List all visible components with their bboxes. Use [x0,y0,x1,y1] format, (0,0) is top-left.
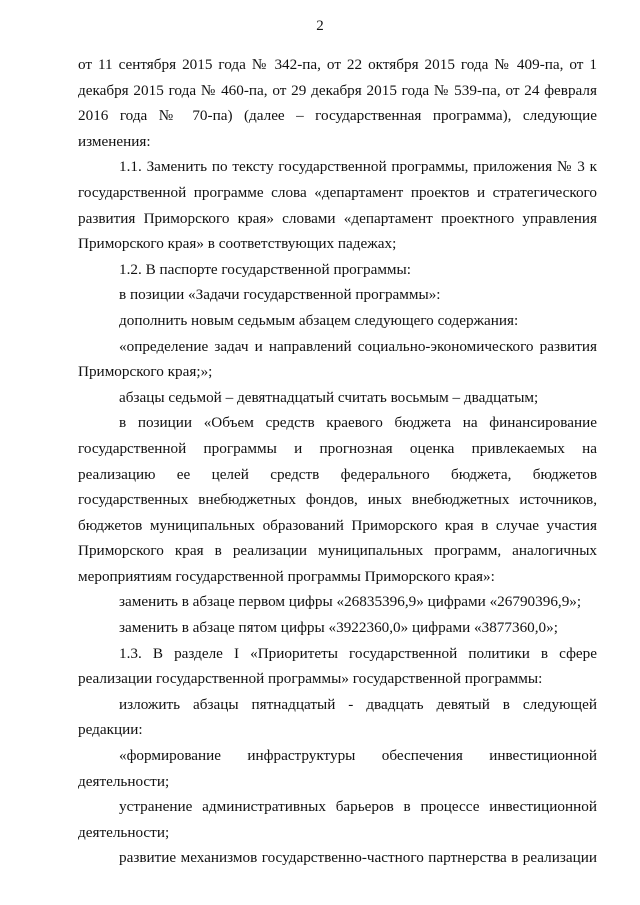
paragraph-1: от 11 сентября 2015 года № 342-па, от 22 октября 2015 года № 409-па, от 1 декабря 2015 года № 460-па, от 29 декабря 2015 года № 539-па, от 24 февраля 2016 года № 70-па) (далее – государственная программа), следующие изменения: [78,56,597,150]
document-body [78,52,597,871]
paragraph-14: устранение административных барьеров в процессе инвестиционной деятельности; [78,798,597,841]
paragraph-5: дополнить новым седьмым абзацем следующего содержания: [119,311,519,329]
paragraph-15: развитие механизмов государственно-частного партнерства в реализации [119,849,597,867]
paragraph-13: «формирование инфраструктуры обеспечения инвестиционной деятельности; [78,747,597,790]
page-number: 2 [316,18,324,34]
paragraph-2: 1.1. Заменить по тексту государственной программы, приложения № 3 к государственной программе слова «департамент проектов и стратегического развития Приморского края» словами «департамент проектного управления Приморского края» в соответствующих падежах; [78,158,597,253]
paragraph-4: в позиции «Задачи государственной программы»: [119,286,441,304]
paragraph-3: 1.2. В паспорте государственной программы: [119,260,411,278]
paragraph-8: в позиции «Объем средств краевого бюджета на финансирование государственной программы и прогнозная оценка привлекаемых на реализацию ее целей средств федерального бюджета, бюджетов государственных внебюджетных фондов, иных внебюджетных источников, бюджетов муниципальных образований Приморского края в случае участия Приморского края в реализации муниципальных программ, аналогичных мероприятиям государственной программы Приморского края»: [78,414,597,585]
paragraph-11: 1.3. В разделе I «Приоритеты государственной политики в сфере реализации государственной программы» государственной программы: [78,644,597,688]
paragraph-7: абзацы седьмой – девятнадцатый считать восьмым – двадцатым; [119,388,539,406]
paragraph-10: заменить в абзаце пятом цифры «3922360,0» цифрами «3877360,0»; [119,619,558,637]
paragraph-9: заменить в абзаце первом цифры «26835396,9» цифрами «26790396,9»; [119,593,582,611]
paragraph-6: «определение задач и направлений социально-экономического развития Приморского края;»; [78,337,597,381]
paragraph-12: изложить абзацы пятнадцатый - двадцать девятый в следующей редакции: [78,695,597,739]
